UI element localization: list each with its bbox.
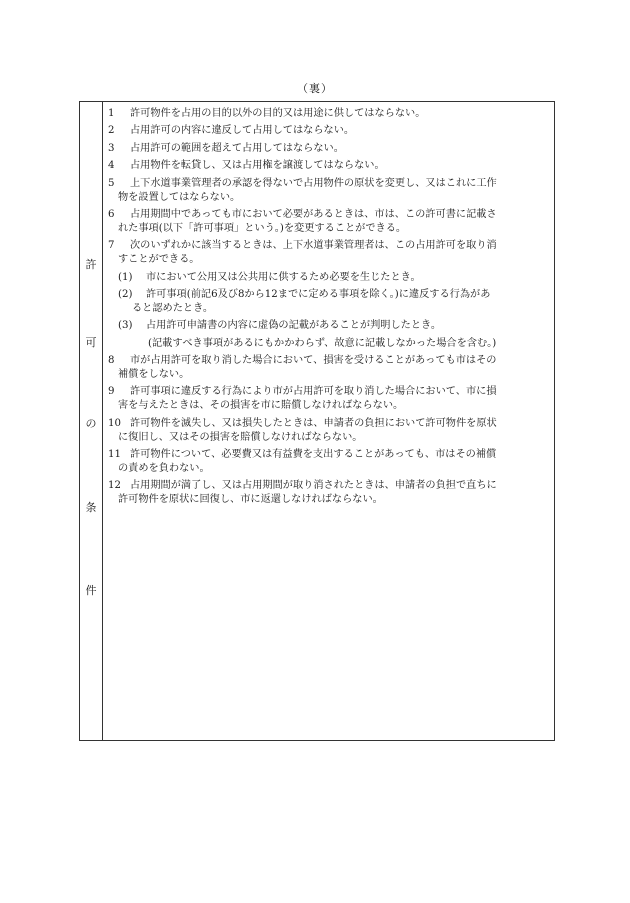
condition-item: 7 次のいずれかに該当するときは、上下水道事業管理者は、この占用許可を取り消 すことができる。 — [108, 240, 497, 266]
condition-item: 1 許可物件を占用の目的以外の目的又は用途に供してはならない。 — [108, 108, 426, 119]
condition-item: 10 許可物件を滅失し、又は損失したときは、申請者の負担において許可物件を原状 に復旧し、又はその損害を賠償しなければならない。 — [108, 417, 497, 443]
condition-item: 6 占用期間中であっても市において必要があるときは、市は、この許可書に記載さ れた事項(以下「許可事項」という。)を変更することができる。 — [108, 208, 497, 234]
sub-item-note: (記載すべき事項があるにもかかわらず、故意に記載しなかった場合を含む。) — [148, 337, 497, 349]
condition-item: 4 占用物件を転貸し、又は占用権を譲渡してはならない。 — [108, 160, 385, 172]
conditions-table — [79, 101, 555, 741]
condition-item: 5 上下水道事業管理者の承認を得ないで占用物件の原状を変更し、又はこれに工作 物を設置してはならない。 — [108, 177, 497, 203]
condition-item: 12 占用期間が満了し、又は占用期間が取り消されたときは、申請者の負担で直ちに 許可物件を原状に回復し、市に返還しなければならない。 — [108, 480, 497, 506]
page-header: （裏） — [297, 82, 333, 95]
condition-sub-item: (3) 占用許可申請書の内容に虚偽の記載があることが判明したとき。 — [118, 320, 442, 332]
condition-item: 3 占用許可の範囲を超えて占用してはならない。 — [108, 142, 344, 154]
side-label-char: 可 — [85, 336, 97, 349]
side-label-column — [80, 102, 103, 740]
condition-item: 11 許可物件について、必要費又は有益費を支出することがあっても、市はその補償 の責めを負わない。 — [108, 449, 497, 474]
side-label-char: の — [85, 417, 97, 430]
condition-item: 9 許可事項に違反する行為により市が占用許可を取り消した場合において、市に損 害を与えたときは、その損害を市に賠償しなければならない。 — [108, 386, 497, 412]
condition-item: 8 市が占用許可を取り消した場合において、損害を受けることがあっても市はその 補償をしない。 — [108, 355, 497, 380]
side-label-char: 条 — [85, 501, 97, 514]
condition-sub-item: (2) 許可事項(前記6及び8から12までに定める事項を除く。)に違反する行為があ ると認めたとき。 — [118, 288, 491, 314]
conditions-list — [108, 107, 548, 511]
side-label-char: 許 — [85, 258, 97, 271]
condition-item: 2 占用許可の内容に違反して占用してはならない。 — [108, 125, 355, 137]
side-label-char: 件 — [85, 584, 97, 597]
condition-sub-item: (1) 市において公用又は公共用に供するため必要を生じたとき。 — [118, 271, 421, 283]
